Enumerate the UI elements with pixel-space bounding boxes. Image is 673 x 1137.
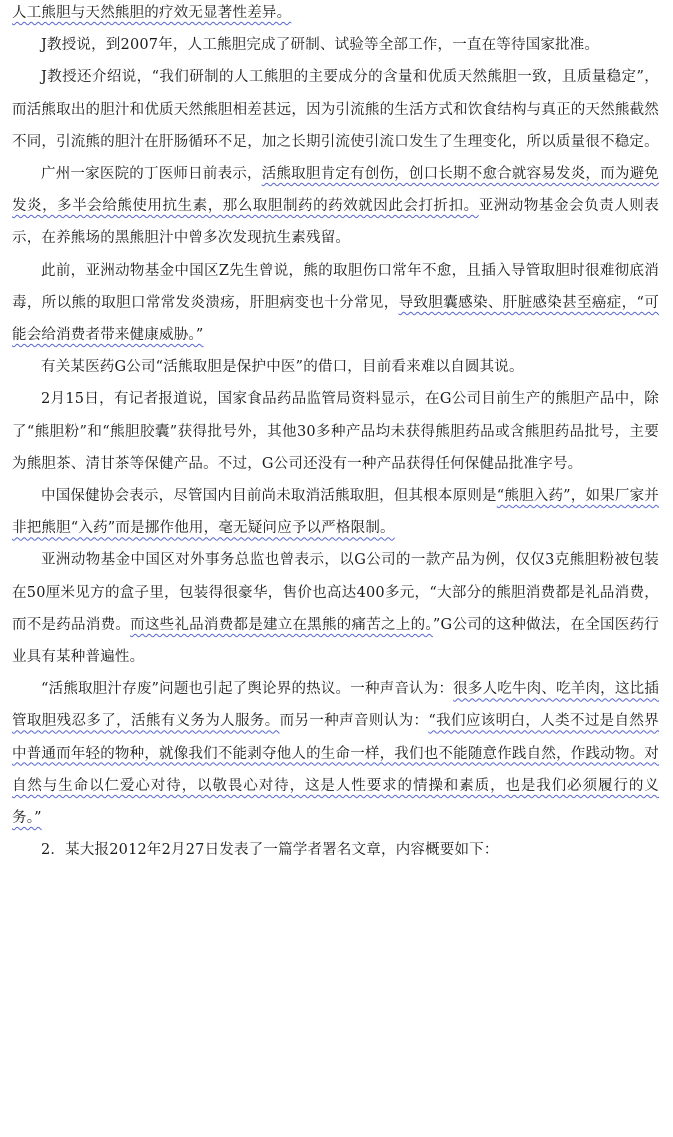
underlined-text: 导致胆囊感染、肝脏感染甚至癌症，“可能会给消费者带来健康威胁。” (12, 294, 659, 344)
underlined-text: “熊胆入药”，如果厂家并非把熊胆“入药”而是挪作他用，毫无疑问应予以严格限制。 (12, 488, 659, 537)
underlined-text: 很多人吃牛肉、吃羊肉，这比插管取胆残忍多了，活熊有义务为人服务。 (12, 681, 659, 730)
paragraph-text: “活熊取胆汁存废”问题也引起了舆论界的热议。一种声音认为： (41, 681, 454, 698)
paragraph-text: ”G公司的这种做法，在全国医药行业具有某种普遍性。 (12, 616, 659, 666)
paragraph-text: 广州一家医院的丁医师日前表示， (41, 166, 262, 183)
paragraph-text: 此前，亚洲动物基金中国区Z先生曾说，熊的取胆伤口常年不愈，且插入导管取胆时很难彻底消毒，所以熊的取胆口常常发炎溃疡，肝胆病变也十分常见， (12, 262, 659, 311)
paragraph-text: 而另一种声音则认为： (279, 713, 429, 730)
underlined-text: 而这些礼品消费都是建立在黑熊的痛苦之上的。 (130, 616, 433, 633)
paragraph-text: 亚洲动物基金中国区对外事务总监也曾表示，以G公司的一款产品为例，仅仅3克熊胆粉被包装在50厘米见方的盒子里，包装得很豪华，售价也高达400多元，“大部分的熊胆消费都是礼品消费，而不是药品消费。 (12, 552, 659, 633)
paragraph-8 (12, 480, 659, 544)
paragraph-text: 有关某医药G公司“活熊取胆是保护中医”的借口，目前看来难以自圆其说。 (41, 359, 524, 376)
paragraph-text: 2．某大报2012年2月27日发表了一篇学者署名文章，内容概要如下： (41, 842, 499, 859)
paragraph-1 (12, 0, 659, 29)
underlined-text: “我们应该明白，人类不过是自然界中普通而年轻的物种，就像我们不能剥夺他人的生命一样，我们也不能随意作践自然，作践动物。对自然与生命以仁爱心对待，以敬畏心对待，这是人性要求的情操和素质，也是我们必须履行的义务。” (12, 713, 659, 827)
paragraph-9 (12, 544, 659, 673)
paragraph-2 (12, 29, 659, 61)
paragraph-text: 2月15日，有记者报道说，国家食品药品监管局资料显示，在G公司目前生产的熊胆产品中，除了“熊胆粉”和“熊胆胶囊”获得批号外，其他30多种产品均未获得熊胆药品或含熊胆药品批号，主要为熊胆茶、清甘茶等保健产品。不过，G公司还没有一种产品获得任何保健品批准字号。 (12, 391, 659, 472)
paragraph-text: J教授还介绍说，“我们研制的人工熊胆的主要成分的含量和优质天然熊胆一致，且质量稳定”，而活熊取出的胆汁和优质天然熊胆相差甚远，因为引流熊的生活方式和饮食结构与真正的天然熊截然不同，引流熊的胆汁在肝肠循环不足，加之长期引流使引流口发生了生理变化，所以质量很不稳定。 (12, 69, 659, 150)
underlined-text: 活熊取胆肯定有创伤，创口长期不愈合就容易发炎，而为避免发炎，多半会给熊使用抗生素，那么取胆制药的药效就因此会打折扣。 (12, 166, 659, 215)
paragraph-4 (12, 158, 659, 255)
paragraph-7 (12, 383, 659, 480)
paragraph-text: 亚洲动物基金会负责人则表示，在养熊场的黑熊胆汁中曾多次发现抗生素残留。 (12, 198, 660, 247)
paragraph-5 (12, 255, 659, 352)
paragraph-10 (12, 673, 659, 834)
paragraph-text: J教授说，到2007年，人工熊胆完成了研制、试验等全部工作，一直在等待国家批准。 (41, 37, 600, 54)
underlined-text: 人工熊胆与天然熊胆的疗效无显著性差异。 (12, 5, 292, 21)
paragraph-6 (12, 351, 659, 383)
paragraph-11 (12, 834, 659, 866)
paragraph-text: 中国保健协会表示，尽管国内目前尚未取消活熊取胆，但其根本原则是 (41, 488, 497, 505)
paragraph-3 (12, 61, 659, 158)
